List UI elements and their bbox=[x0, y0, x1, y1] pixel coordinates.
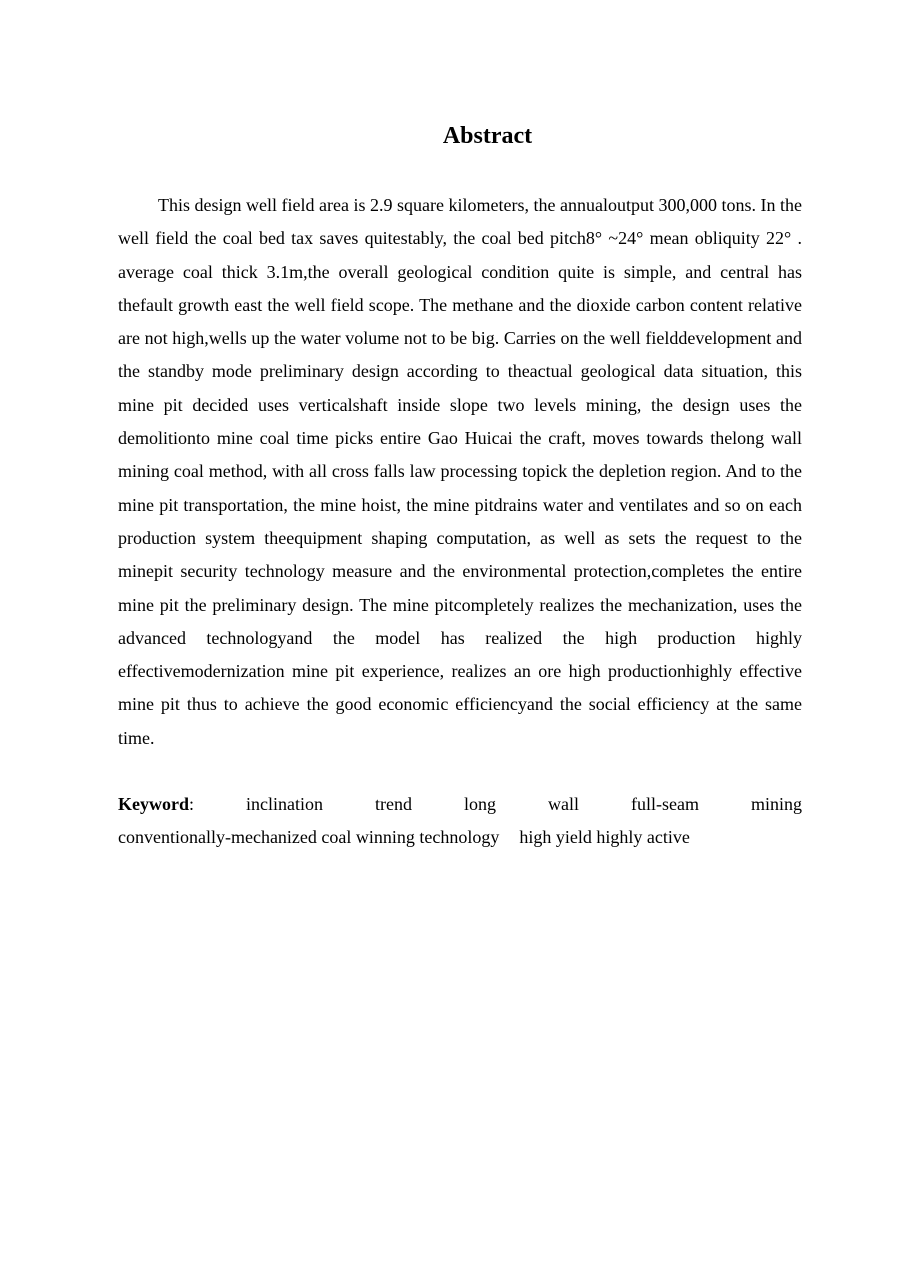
keyword-label-group bbox=[118, 788, 194, 821]
keywords-section bbox=[118, 788, 802, 855]
keywords-line-2 bbox=[118, 821, 802, 854]
abstract-title: Abstract bbox=[442, 123, 533, 149]
keyword-item: long bbox=[463, 794, 496, 814]
keyword-item: inclination bbox=[246, 794, 323, 814]
keyword-label: Keyword bbox=[118, 794, 189, 814]
keywords-line-1 bbox=[118, 788, 802, 821]
keyword-item: full-seam bbox=[631, 794, 699, 814]
keyword-item: high yield highly active bbox=[519, 827, 690, 848]
abstract-body: This design well field area is 2.9 square kilometers, the annualoutput 300,000 tons. In the well field the coal bed tax saves quitestably, the coal bed pitch8° ~24° mean obliquity 22° . average coal thick 3.1m,the overall geological condition quite is simple, and central has thefault growth east the well field scope. The methane and the dioxide carbon content relative are not high,wells up the water volume not to be big. Carries on the well fielddevelopment and the standby mode preliminary design according to theactual geological data situation, this mine pit decided uses verticalshaft inside slope two levels mining, the design uses the demolitionto mine coal time picks entire Gao Huicai the craft, moves towards thelong wall mining coal method, with all cross falls law processing topick the depletion region. And to the mine pit transportation, the mine hoist, the mine pitdrains water and ventilates and so on each production system theequipment shaping computation, as well as sets the request to the minepit security technology measure and the environmental protection,completes the entire mine pit the preliminary design. The mine pitcompletely realizes the mechanization, uses the advanced technologyand the model has realized the high production highly effectivemodernization mine pit experience, realizes an ore high productionhighly effective mine pit thus to achieve the good economic efficiencyand the social efficiency at the same time. bbox=[118, 195, 802, 748]
keyword-item: mining bbox=[750, 794, 802, 814]
keyword-item: wall bbox=[548, 794, 579, 814]
keyword-item: conventionally-mechanized coal winning technology bbox=[118, 827, 500, 848]
keyword-item: trend bbox=[375, 794, 412, 814]
keyword-colon: : bbox=[189, 794, 195, 814]
